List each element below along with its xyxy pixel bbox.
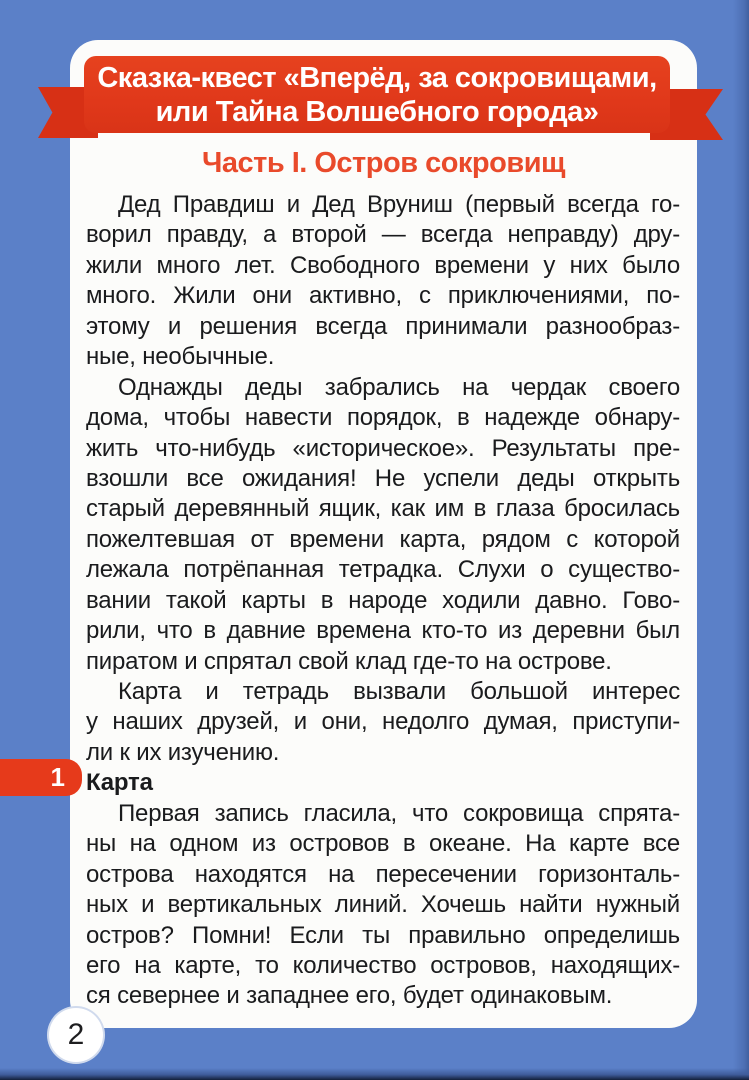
text-line: ворил правду, а второй — всегда неправду) дру- <box>86 221 680 249</box>
text-line: Карта и тетрадь вызвали большой интерес <box>118 678 680 705</box>
text-line: старый деревянный ящик, как им в глаза бросилась <box>86 495 680 523</box>
part-title: Часть I. Остров сокровищ <box>201 147 565 179</box>
book-title-line2: или Тайна Волшебного города» <box>155 96 599 128</box>
text-line: ны на одном из островов в океане. На карте все <box>86 830 680 858</box>
text-line: Дед Правдиш и Дед Вруниш (первый всегда го- <box>118 191 680 218</box>
intro-paragraphs <box>86 190 680 768</box>
section-paragraphs <box>86 799 680 1012</box>
section-number-badge <box>0 759 82 796</box>
text-line: ли к их изучению. <box>86 738 280 766</box>
text-line: остров? Помни! Если ты правильно определишь <box>86 921 680 949</box>
text-line: взошли все ожидания! Не успели деды открыть <box>86 464 680 492</box>
page-number: 2 <box>67 1018 85 1051</box>
section-number: 1 <box>50 762 65 792</box>
text-line: его на карте, то количество островов, находящих- <box>86 951 680 979</box>
text-line: вании такой карты в народе ходили давно. Гово- <box>86 586 680 614</box>
photo-edge-shadow-bottom <box>0 1068 749 1080</box>
text-line: жили много лет. Свободного времени у них было <box>86 251 680 279</box>
title-ribbon <box>84 56 670 133</box>
text-line: пиратом и спрятал свой клад где-то на острове. <box>86 647 612 675</box>
text-line: Однажды деды забрались на чердак своего <box>118 373 680 401</box>
text-line: пожелтевшая от времени карта, рядом с которой <box>86 525 680 553</box>
text-line: ных и вертикальных линий. Хочешь найти нужный <box>86 891 680 919</box>
text-line: острова находятся на пересечении горизонталь- <box>86 860 680 888</box>
book-title-line1: Сказка-квест «Вперёд, за сокровищами, <box>97 62 657 94</box>
text-line: дома, чтобы навести порядок, в надежде обнару- <box>86 404 680 432</box>
text-line: Первая запись гласила, что сокровища спрята- <box>118 799 680 827</box>
text-line: рили, что в давние времена кто-то из деревни был <box>86 617 680 645</box>
text-line: ся севернее и западнее его, будет одинаковым. <box>86 982 613 1010</box>
text-line: жить что-нибудь «историческое». Результаты пре- <box>86 434 680 462</box>
page-number-circle <box>47 1006 105 1064</box>
section-heading: Карта <box>86 769 153 797</box>
text-line: у наших друзей, и они, недолго думая, приступи- <box>86 708 680 736</box>
photo-edge-shadow-right <box>733 0 749 1080</box>
text-line: лежала потрёпанная тетрадка. Слухи о существо- <box>86 556 680 584</box>
text-line: этому и решения всегда принимали разнообраз- <box>86 312 680 340</box>
text-line: ные, необычные. <box>86 343 275 371</box>
text-line: много. Жили они активно, с приключениями, по- <box>86 282 680 310</box>
body-text <box>86 190 680 1012</box>
